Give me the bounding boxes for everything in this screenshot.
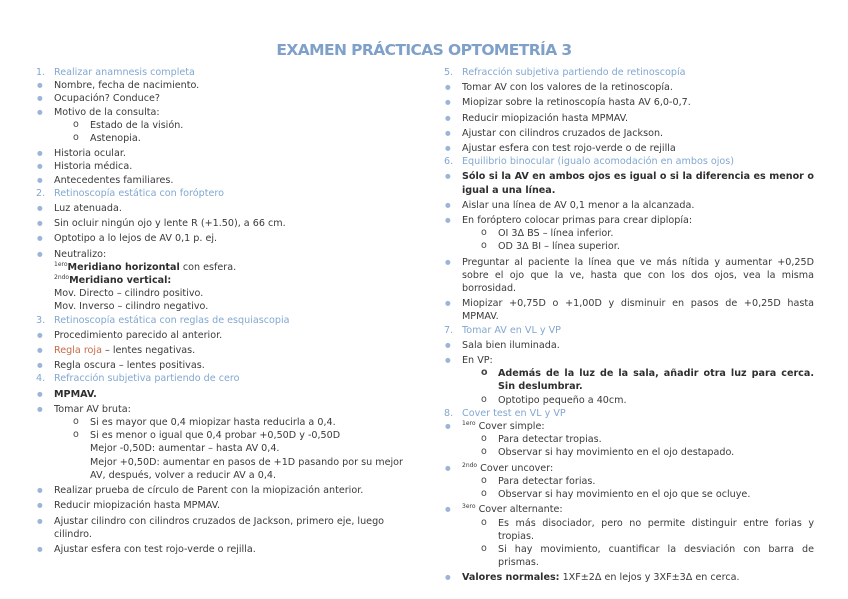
list-item: ● Reducir miopización hasta MPMAV. (444, 112, 814, 125)
list-item: ● Neutralizo: (36, 248, 416, 261)
right-column (444, 66, 814, 585)
list-item: ● Realizar prueba de círculo de Parent con la miopización anterior. (36, 484, 416, 497)
section-title: Retinoscopía estática con reglas de esquiascopia (54, 314, 290, 326)
section-number: 7. (444, 324, 454, 336)
page-title: EXAMEN PRÁCTICAS OPTOMETRÍA 3 (276, 41, 572, 59)
list-item: ● Nombre, fecha de nacimiento. (36, 79, 416, 92)
list-item: ● Sala bien iluminada. (444, 339, 814, 352)
list-item: ● Ocupación? Conduce? (36, 92, 416, 105)
text: 1XF±2Δ en lejos y 3XF±3Δ en cerca. (559, 572, 740, 584)
section-heading (36, 314, 416, 327)
text: Cover alternante: (475, 504, 563, 516)
ordinal: 3ero (462, 503, 476, 511)
bold-text: Meridiano horizontal (67, 261, 180, 273)
sub-list-item: o Observar si hay movimiento en el ojo destapado. (444, 446, 814, 459)
section-heading (444, 324, 814, 337)
bold-text: Valores normales: (462, 572, 560, 584)
list-item: ● Miopizar +0,75D o +1,00D y disminuir en pasos de +0,25D hasta MPMAV. (444, 297, 814, 323)
section-title: Cover test en VL y VP (462, 407, 566, 419)
section-number: 4. (36, 373, 46, 385)
sub-list-item: o Observar si hay movimiento en el ojo que se ocluye. (444, 488, 814, 501)
section-heading (444, 155, 814, 168)
section-number: 5. (444, 67, 454, 78)
section-title: Refracción subjetiva partiendo de retinoscopía (462, 67, 686, 78)
list-item: ● Luz atenuada. (36, 202, 416, 215)
list-item: ● Ajustar con cilindros cruzados de Jackson. (444, 127, 814, 140)
list-item: ● Tomar AV con los valores de la retinoscopía. (444, 81, 814, 94)
ordinal: 1ero (462, 419, 476, 427)
section-title: Refracción subjetiva partiendo de cero (54, 373, 240, 385)
section-number: 8. (444, 407, 454, 419)
list-item: ● Ajustar cilindro con cilindros cruzados de Jackson, primero eje, luego cilindro. (36, 515, 416, 541)
section-title: Retinoscopía estática con foróptero (54, 187, 224, 199)
list-item (444, 420, 814, 433)
section-heading (36, 66, 416, 79)
sub-list-continuation: Mejor +0,50D: aumentar en pasos de +1D pasando por su mejor AV, después, volver a reducir AV a 0,4. (90, 456, 403, 481)
ordinal: 2ndo (54, 273, 70, 281)
section-number: 2. (36, 187, 46, 199)
list-item-continuation: Mov. Inverso – cilindro negativo. (54, 301, 209, 313)
ordinal: 1ero (54, 260, 68, 268)
text: – lentes negativas. (101, 345, 196, 357)
list-item: ● Miopizar sobre la retinoscopía hasta AV 6,0-0,7. (444, 96, 814, 109)
text: con esfera. (179, 261, 237, 273)
section-heading (444, 407, 814, 420)
list-item: ● Preguntar al paciente la línea que ve más nítida y aumentar +0,25D sobre el ojo que la ve, hasta que con los dos ojos, vea la misma borrosidad. (444, 256, 814, 296)
section-title: Realizar anamnesis completa (54, 67, 195, 78)
list-item: ● MPMAV. (36, 388, 416, 401)
sub-list-item: o OD 3Δ BI – línea superior. (444, 240, 814, 253)
list-item: ● Aislar una línea de AV 0,1 menor a la alcanzada. (444, 199, 814, 212)
sub-list-item: o Si es menor o igual que 0,4 probar +0,50D y -0,50D (36, 429, 416, 442)
ordinal: 2ndo (462, 461, 478, 469)
list-item (444, 462, 814, 475)
list-item: ● Antecedentes familiares. (36, 174, 416, 187)
text: Cover uncover: (477, 462, 554, 474)
section-number: 1. (36, 67, 46, 78)
list-item: ● Sólo si la AV en ambos ojos es igual o si la diferencia es menor o igual a una línea. (444, 170, 814, 196)
red-text: Regla roja (54, 345, 102, 357)
sub-list-item: o Para detectar tropias. (444, 433, 814, 446)
list-item: ● Procedimiento parecido al anterior. (36, 329, 416, 342)
list-item: ● Historia ocular. (36, 147, 416, 160)
list-item: ● Motivo de la consulta: (36, 106, 416, 119)
text: Cover simple: (475, 421, 545, 433)
list-item: ● En foróptero colocar primas para crear diplopía: (444, 214, 814, 227)
sub-list-item: o OI 3Δ BS – línea inferior. (444, 227, 814, 240)
section-heading (444, 66, 814, 79)
sub-list-item: o Es más disociador, pero no permite distinguir entre forias y tropias. (444, 517, 814, 543)
sub-list-continuation: Mejor -0,50D: aumentar – hasta AV 0,4. (90, 443, 280, 455)
list-item-continuation (36, 274, 416, 287)
list-item: ● Optotipo a lo lejos de AV 0,1 p. ej. (36, 232, 416, 245)
list-item: ● Ajustar esfera con test rojo-verde o rejilla. (36, 543, 416, 556)
section-title: Tomar AV en VL y VP (462, 324, 561, 336)
list-item: ● En VP: (444, 354, 814, 367)
list-item: ● Tomar AV bruta: (36, 403, 416, 416)
list-item-continuation: Mov. Directo – cilindro positivo. (54, 288, 204, 300)
list-item: ● Ajustar esfera con test rojo-verde o de rejilla (444, 142, 814, 155)
section-heading (36, 372, 416, 385)
section-title: Equilibrio binocular (igualo acomodación en ambos ojos) (462, 156, 735, 168)
section-number: 6. (444, 156, 454, 168)
sub-list-item: o Además de la luz de la sala, añadir otra luz para cerca. Sin deslumbrar. (444, 367, 814, 393)
list-item (36, 344, 416, 357)
list-item: ● Regla oscura – lentes positivas. (36, 359, 416, 372)
list-item: ● Historia médica. (36, 160, 416, 173)
list-item (444, 503, 814, 516)
sub-list-item: o Si es mayor que 0,4 miopizar hasta reducirla a 0,4. (36, 416, 416, 429)
list-item (444, 571, 814, 584)
bold-text: Meridiano vertical: (69, 275, 172, 287)
sub-list-item: o Para detectar forias. (444, 475, 814, 488)
sub-list-item: o Estado de la visión. (36, 119, 416, 132)
left-column (36, 66, 416, 556)
section-heading (36, 187, 416, 200)
sub-list-item: o Si hay movimiento, cuantificar la desviación con barra de prismas. (444, 543, 814, 569)
sub-list-item: o Optotipo pequeño a 40cm. (444, 394, 814, 407)
list-item: ● Sin ocluir ningún ojo y lente R (+1.50), a 66 cm. (36, 217, 416, 230)
section-number: 3. (36, 314, 46, 326)
list-item-continuation (36, 261, 416, 274)
list-item: ● Reducir miopización hasta MPMAV. (36, 499, 416, 512)
sub-list-item: o Astenopia. (36, 132, 416, 145)
